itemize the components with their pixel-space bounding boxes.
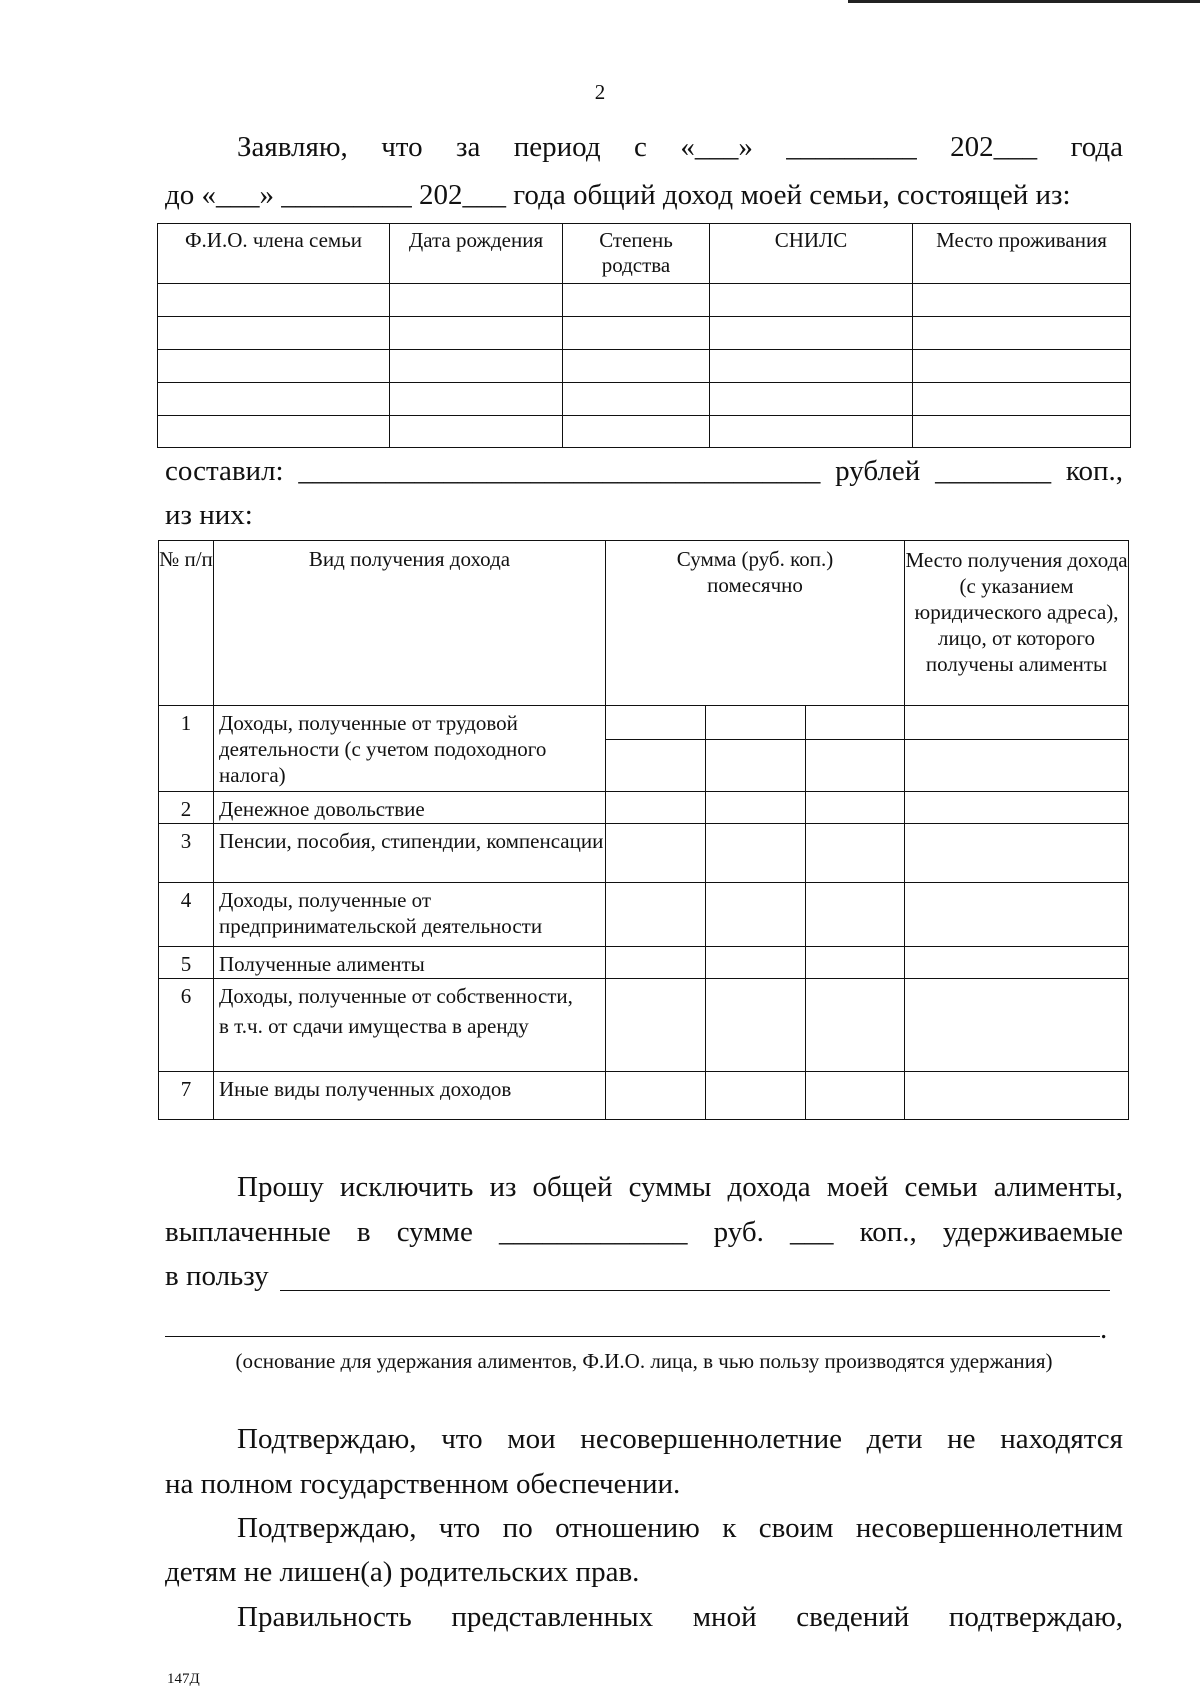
income-table-header xyxy=(159,541,1129,706)
table-row: 2 Денежное довольствие xyxy=(159,792,1129,824)
line-end-dot: . xyxy=(1100,1313,1108,1345)
footer-code: 147Д xyxy=(167,1671,200,1687)
family-table-row xyxy=(158,317,1131,350)
header-residence: Место проживания xyxy=(913,224,1131,284)
header-fio: Ф.И.О. члена семьи xyxy=(158,224,390,284)
family-table-row xyxy=(158,350,1131,383)
alimony-rub-blank[interactable]: _____________ xyxy=(499,1216,688,1248)
confirm-children-line-2: на полном государственном обеспечении. xyxy=(165,1468,681,1500)
header-income-place: Место получения дохода (с указанием юридического адреса), лицо, от которого получены алименты xyxy=(905,541,1129,706)
page-number: 2 xyxy=(594,80,606,104)
confirm-children-line-1: Подтверждаю, что мои несовершеннолетние дети не находятся xyxy=(237,1423,1123,1455)
family-table-row xyxy=(158,284,1131,317)
beneficiary-blank-line[interactable] xyxy=(280,1290,1110,1291)
table-row: 1 Доходы, полученные от трудовой деятельности (с учетом подоходного налога) xyxy=(159,706,1129,740)
alimony-line-3: в пользу xyxy=(165,1260,269,1292)
confirm-accuracy-line-1: Правильность представленных мной сведений подтверждаю, xyxy=(237,1601,1123,1633)
beneficiary-blank-line-2[interactable] xyxy=(165,1336,1100,1337)
alimony-caption: (основание для удержания алиментов, Ф.И.О. лица, в чью пользу производятся удержания) xyxy=(235,1349,1053,1373)
alimony-line-1: Прошу исключить из общей суммы дохода моей семьи алименты, xyxy=(237,1171,1123,1203)
header-relation: Степень родства xyxy=(563,224,710,284)
of-them-label: из них: xyxy=(165,499,253,531)
declaration-line-2: до «___» _________ 202___ года общий доход моей семьи, состоящей из: xyxy=(165,179,1071,211)
header-birth-date: Дата рождения xyxy=(390,224,563,284)
confirm-rights-line-2: детям не лишен(а) родительских прав. xyxy=(165,1556,640,1588)
header-income-type: Вид получения дохода xyxy=(214,541,606,706)
header-number: № п/п xyxy=(159,541,214,706)
header-snils: СНИЛС xyxy=(710,224,913,284)
table-row: 5 Полученные алименты xyxy=(159,947,1129,979)
alimony-line-2: выплаченные в сумме _____________ руб. ___ коп., удерживаемые xyxy=(165,1216,1124,1248)
table-row: 4 Доходы, полученные от предпринимательской деятельности xyxy=(159,883,1129,947)
family-table-row xyxy=(158,383,1131,416)
top-edge-line xyxy=(848,0,1200,3)
alimony-kop-blank[interactable]: ___ xyxy=(790,1216,834,1248)
income-table xyxy=(158,540,1129,1120)
family-table-header xyxy=(158,224,1131,284)
total-income-line: составил: ____________________________________ рублей ________ коп., xyxy=(165,455,1124,487)
table-row: 3 Пенсии, пособия, стипендии, компенсации xyxy=(159,824,1129,883)
total-rub-blank[interactable]: ____________________________________ xyxy=(298,455,821,487)
declaration-line-1: Заявляю, что за период с «___» _________ 202___ года xyxy=(237,131,1124,163)
table-row: 6 Доходы, полученные от собственности, в т.ч. от сдачи имущества в аренду xyxy=(159,979,1129,1072)
family-members-table xyxy=(157,223,1131,448)
header-monthly-sum: Сумма (руб. коп.) помесячно xyxy=(606,541,905,706)
confirm-rights-line-1: Подтверждаю, что по отношению к своим несовершеннолетним xyxy=(237,1512,1123,1544)
total-kop-blank[interactable]: ________ xyxy=(935,455,1052,487)
family-table-row xyxy=(158,416,1131,448)
table-row: 7 Иные виды полученных доходов xyxy=(159,1072,1129,1120)
